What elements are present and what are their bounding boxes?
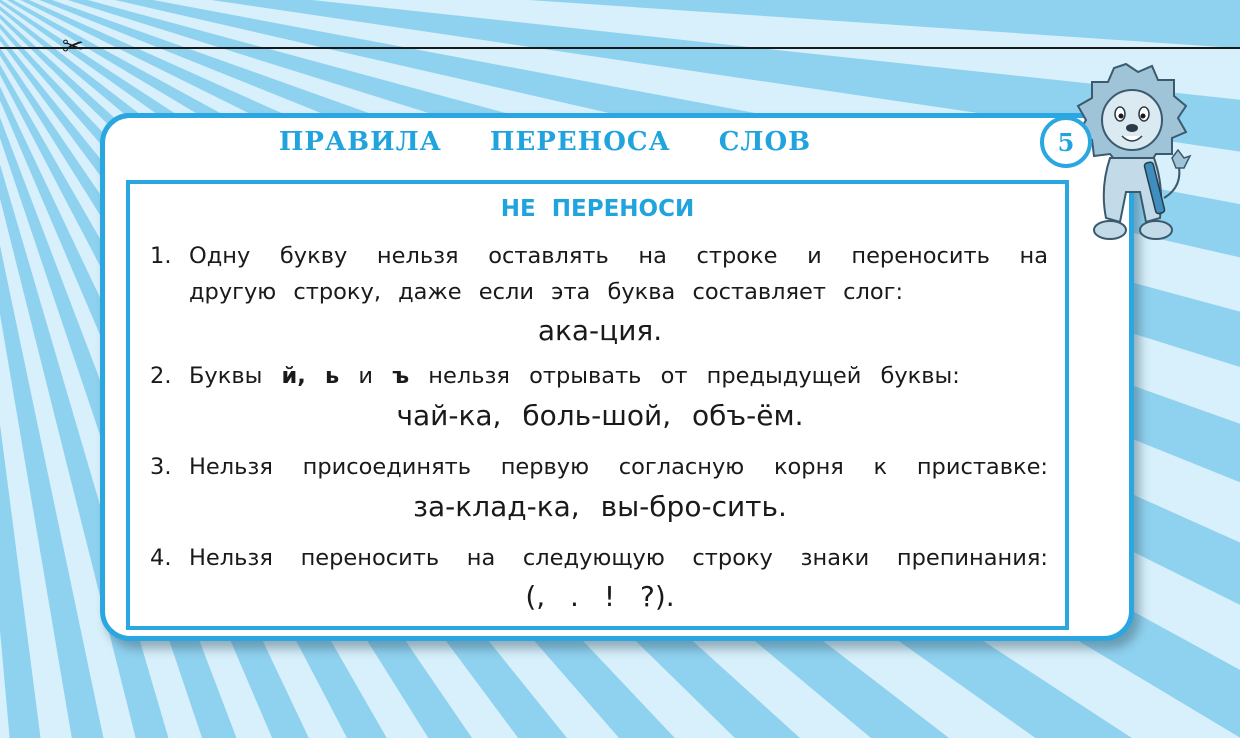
section-title: НЕ ПЕРЕНОСИ — [500, 196, 695, 222]
rule-text-line: другую строку, даже если эта буква составляет слог: — [189, 279, 904, 305]
rule-2-example: чай-ка, боль-шой, объ-ём. — [396, 399, 804, 432]
rule-number: 2. — [150, 363, 172, 389]
rule-number: 1. — [150, 243, 172, 269]
letter-hard-sign: ъ — [392, 363, 410, 389]
page-title: ПРАВИЛА ПЕРЕНОСА СЛОВ — [278, 127, 812, 157]
rule-3 — [150, 449, 1048, 485]
rule-4-example: (, . ! ?). — [525, 580, 675, 613]
rule-text-line: Нельзя присоединять первую согласную корня к приставке: — [189, 454, 1048, 480]
rule-number: 3. — [150, 454, 172, 480]
rule-2 — [150, 358, 1048, 394]
rule-text-line: Одну букву нельзя оставлять на строке и переносить на — [189, 243, 1048, 269]
scissors-icon: ✂ — [62, 32, 84, 62]
cut-line — [0, 47, 1240, 49]
rule-text-line: Нельзя переносить на следующую строку знаки препинания: — [189, 545, 1048, 571]
letter-short-i: й, — [281, 363, 306, 389]
rule-text-conjunction: и — [358, 363, 374, 389]
page-number-badge: 5 — [1040, 116, 1092, 168]
rule-text-line — [189, 358, 1048, 394]
rule-3-example: за-клад-ка, вы-бро-сить. — [413, 490, 787, 523]
rule-number: 4. — [150, 545, 172, 571]
rule-text-prefix: Буквы — [189, 363, 263, 389]
rule-4 — [150, 540, 1048, 576]
rule-1-example: ака-ция. — [537, 314, 663, 347]
rule-1 — [150, 238, 1048, 310]
rule-text-suffix: нельзя отрывать от предыдущей буквы: — [428, 363, 960, 389]
letter-soft-sign: ь — [325, 363, 340, 389]
